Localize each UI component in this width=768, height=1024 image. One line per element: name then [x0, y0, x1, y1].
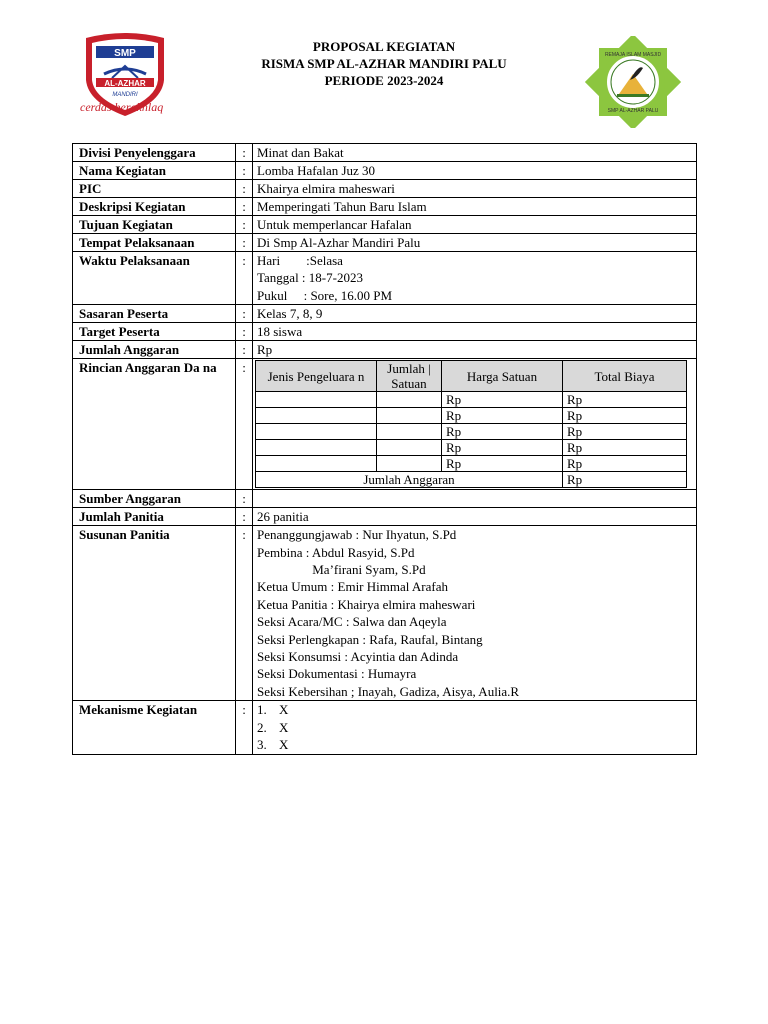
row-colon: : — [236, 252, 253, 305]
risma-ring-text: REMAJA ISLAM MASJID — [604, 52, 662, 58]
mekanisme-list — [253, 701, 697, 754]
budget-header: Jenis Pengeluara n — [256, 361, 377, 392]
title-line-2: RISMA SMP AL-AZHAR MANDIRI PALU — [261, 56, 507, 71]
budget-cell: Rp — [442, 392, 563, 408]
row-colon: : — [236, 526, 253, 701]
budget-cell: Rp — [563, 424, 687, 440]
table-row — [73, 305, 697, 323]
budget-cell: Rp — [563, 408, 687, 424]
table-row — [73, 323, 697, 341]
susunan-value — [253, 526, 697, 701]
table-row — [73, 341, 697, 359]
list-item — [257, 736, 690, 753]
row-value: Lomba Hafalan Juz 30 — [253, 162, 697, 180]
row-colon: : — [236, 180, 253, 198]
list-number: 1. — [257, 702, 267, 718]
budget-row — [256, 456, 687, 472]
proposal-table — [72, 143, 697, 755]
row-colon: : — [236, 341, 253, 359]
panitia-line: Seksi Perlengkapan : Rafa, Raufal, Bintang — [257, 631, 483, 647]
budget-cell — [256, 424, 377, 440]
panitia-line: Ketua Umum : Emir Himmal Arafah — [257, 579, 448, 595]
row-label: Tempat Pelaksanaan — [73, 234, 236, 252]
row-colon: : — [236, 162, 253, 180]
title-line-3: PERIODE 2023-2024 — [324, 73, 444, 88]
row-value: Untuk memperlancar Hafalan — [253, 216, 697, 234]
budget-row — [256, 408, 687, 424]
table-row-waktu — [73, 252, 697, 305]
budget-table — [255, 360, 687, 488]
row-label: Divisi Penyelenggara — [73, 144, 236, 162]
table-row — [73, 216, 697, 234]
row-label: Tujuan Kegiatan — [73, 216, 236, 234]
budget-cell: Rp — [442, 456, 563, 472]
row-label: Rincian Anggaran Da na — [73, 359, 236, 490]
budget-header: Harga Satuan — [442, 361, 563, 392]
budget-cell: Rp — [442, 440, 563, 456]
panitia-line: Seksi Dokumentasi : Humayra — [257, 666, 417, 682]
budget-cell: Rp — [563, 392, 687, 408]
table-row-susunan — [73, 526, 697, 701]
budget-total-value: Rp — [563, 472, 687, 488]
row-value: Khairya elmira maheswari — [253, 180, 697, 198]
row-value: Kelas 7, 8, 9 — [253, 305, 697, 323]
budget-header: Total Biaya — [563, 361, 687, 392]
budget-cell — [256, 392, 377, 408]
row-value: Minat dan Bakat — [253, 144, 697, 162]
budget-cell — [377, 440, 442, 456]
budget-cell — [377, 424, 442, 440]
panitia-line: Pembina : Abdul Rasyid, S.Pd — [257, 544, 415, 560]
title-line-1: PROPOSAL KEGIATAN — [312, 39, 456, 54]
budget-cell: Rp — [442, 424, 563, 440]
budget-cell: Rp — [563, 440, 687, 456]
budget-cell — [256, 440, 377, 456]
logo-tagline: cerdas berakhlaq — [80, 100, 164, 114]
row-colon: : — [236, 701, 253, 754]
table-row — [73, 180, 697, 198]
row-colon: : — [236, 323, 253, 341]
row-colon: : — [236, 144, 253, 162]
table-row — [73, 198, 697, 216]
table-row-mekanisme — [73, 701, 697, 754]
logo-al-azhar-text: AL-AZHAR — [104, 79, 146, 88]
row-value: Memperingati Tahun Baru Islam — [253, 198, 697, 216]
panitia-line: Penanggungjawab : Nur Ihyatun, S.Pd — [257, 527, 457, 543]
row-label: Susunan Panitia — [73, 526, 236, 701]
row-label: Deskripsi Kegiatan — [73, 198, 236, 216]
row-value: 26 panitia — [253, 508, 697, 526]
budget-cell — [377, 456, 442, 472]
waktu-value — [253, 252, 697, 305]
row-label: Jumlah Panitia — [73, 508, 236, 526]
budget-row — [256, 424, 687, 440]
panitia-line: Seksi Acara/MC : Salwa dan Aqeyla — [257, 614, 447, 630]
waktu-line: Tanggal : 18-7-2023 — [257, 270, 363, 286]
row-colon: : — [236, 490, 253, 508]
row-label: Waktu Pelaksanaan — [73, 252, 236, 305]
row-value — [253, 490, 697, 508]
list-item — [257, 719, 690, 736]
panitia-line: Seksi Kebersihan ; Inayah, Gadiza, Aisya, Aulia.R — [257, 683, 520, 699]
table-row — [73, 162, 697, 180]
budget-cell — [377, 408, 442, 424]
budget-header-row — [256, 361, 687, 392]
row-label: PIC — [73, 180, 236, 198]
budget-total-label: Jumlah Anggaran — [256, 472, 563, 488]
row-colon: : — [236, 216, 253, 234]
row-label: Target Peserta — [73, 323, 236, 341]
row-label: Sasaran Peserta — [73, 305, 236, 323]
panitia-line: Seksi Konsumsi : Acyintia dan Adinda — [257, 649, 459, 665]
budget-cell: Rp — [563, 456, 687, 472]
waktu-line: Hari :Selasa — [257, 253, 343, 268]
rincian-value — [253, 359, 697, 490]
panitia-line: Ketua Panitia : Khairya elmira maheswari — [257, 596, 476, 612]
list-number: 2. — [257, 719, 267, 735]
budget-row — [256, 440, 687, 456]
panitia-line: Ma’firani Syam, S.Pd — [257, 562, 426, 578]
row-colon: : — [236, 198, 253, 216]
waktu-line: Pukul : Sore, 16.00 PM — [257, 287, 393, 303]
table-row — [73, 234, 697, 252]
budget-cell — [256, 408, 377, 424]
budget-header: Jumlah | Satuan — [377, 361, 442, 392]
row-colon: : — [236, 359, 253, 490]
list-text: X — [279, 702, 289, 718]
table-row-rincian — [73, 359, 697, 490]
row-label: Jumlah Anggaran — [73, 341, 236, 359]
table-row — [73, 144, 697, 162]
list-number: 3. — [257, 737, 267, 753]
row-label: Sumber Anggaran — [73, 490, 236, 508]
list-text: X — [279, 719, 289, 735]
list-text: X — [279, 737, 289, 753]
row-label: Mekanisme Kegiatan — [73, 701, 236, 754]
row-value: 18 siswa — [253, 323, 697, 341]
row-colon: : — [236, 234, 253, 252]
budget-cell: Rp — [442, 408, 563, 424]
list-item — [257, 701, 690, 718]
budget-row — [256, 392, 687, 408]
logo-smp-text: SMP — [114, 48, 136, 59]
budget-total-row — [256, 472, 687, 488]
risma-bottom-text: SMP AL-AZHAR PALU — [607, 108, 659, 114]
row-value: Di Smp Al-Azhar Mandiri Palu — [253, 234, 697, 252]
risma-logo — [585, 36, 681, 128]
table-row — [73, 490, 697, 508]
budget-cell — [377, 392, 442, 408]
document-header — [0, 0, 768, 140]
row-label: Nama Kegiatan — [73, 162, 236, 180]
table-row — [73, 508, 697, 526]
row-value: Rp — [253, 341, 697, 359]
row-colon: : — [236, 305, 253, 323]
row-colon: : — [236, 508, 253, 526]
budget-cell — [256, 456, 377, 472]
logo-mandiri-text: MANDIRI — [112, 92, 138, 98]
